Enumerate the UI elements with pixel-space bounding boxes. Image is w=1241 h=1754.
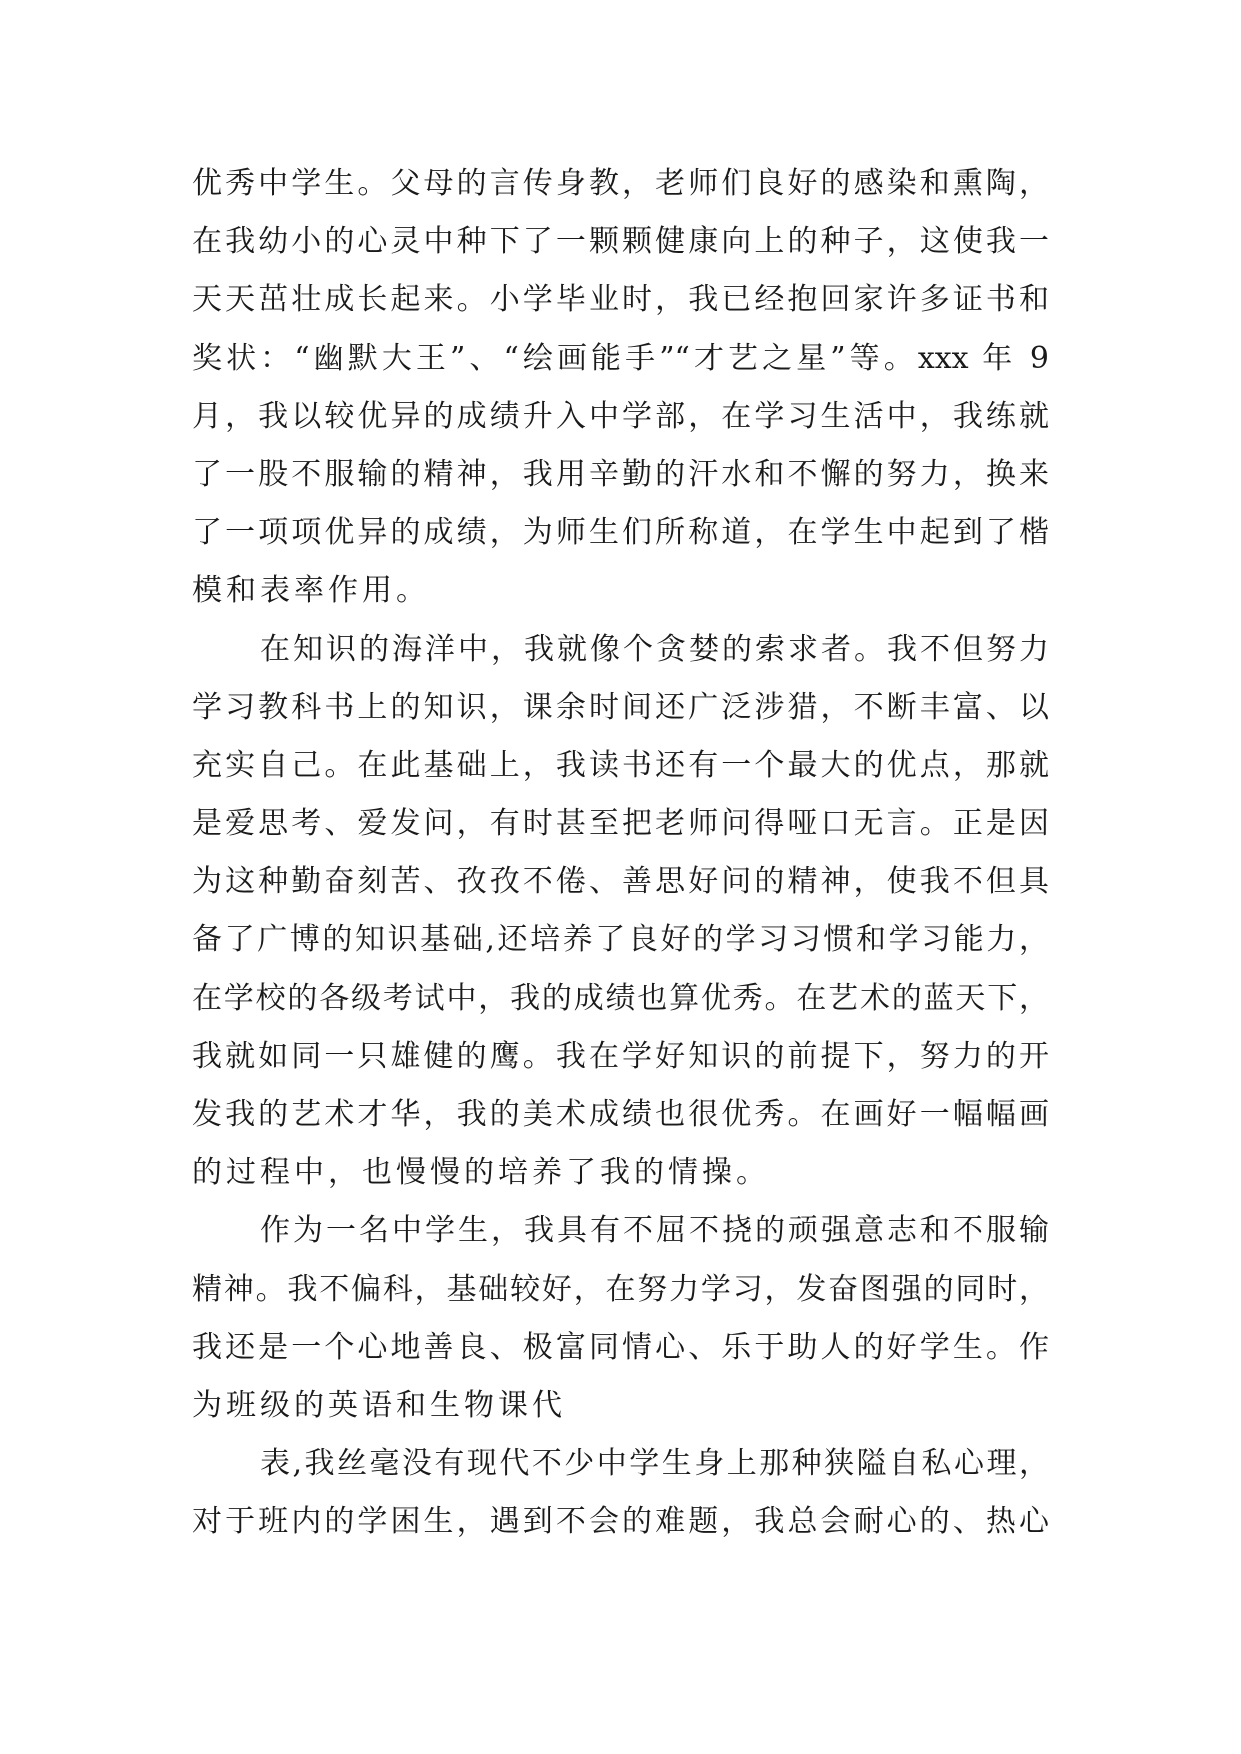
text-line: 我还是一个心地善良、极富同情心、乐于助人的好学生。作 <box>192 1329 1049 1365</box>
text-line: 在我幼小的心灵中种下了一颗颗健康向上的种子，这使我一 <box>192 224 1049 260</box>
text-line: 精神。我不偏科，基础较好，在努力学习，发奋图强的同时， <box>192 1271 1049 1307</box>
text-line: 模和表率作用。 <box>192 573 430 609</box>
text-line: 备了广博的知识基础,还培养了良好的学习习惯和学习能力， <box>192 922 1049 958</box>
text-line: 作为一名中学生，我具有不屈不挠的顽强意志和不服输 <box>260 1213 1049 1249</box>
body-text <box>192 163 1049 1560</box>
text-line: 奖状：“幽默大王”、“绘画能手”“才艺之星”等。xxx 年 9 <box>192 340 1049 376</box>
text-line: 了一股不服输的精神，我用辛勤的汗水和不懈的努力，换来 <box>192 456 1049 492</box>
text-line: 的过程中，也慢慢的培养了我的情操。 <box>192 1155 770 1191</box>
text-line: 为班级的英语和生物课代 <box>192 1387 566 1423</box>
text-line: 表,我丝毫没有现代不少中学生身上那种狭隘自私心理， <box>260 1446 1049 1482</box>
text-line: 是爱思考、爱发问，有时甚至把老师问得哑口无言。正是因 <box>192 806 1049 842</box>
text-line: 发我的艺术才华，我的美术成绩也很优秀。在画好一幅幅画 <box>192 1097 1049 1132</box>
text-line: 在知识的海洋中，我就像个贪婪的索求者。我不但努力 <box>260 631 1049 667</box>
text-line: 天天茁壮成长起来。小学毕业时，我已经抱回家许多证书和 <box>192 282 1049 318</box>
text-line: 在学校的各级考试中，我的成绩也算优秀。在艺术的蓝天下， <box>192 980 1049 1016</box>
text-line: 优秀中学生。父母的言传身教，老师们良好的感染和熏陶， <box>192 166 1049 201</box>
text-line: 我就如同一只雄健的鹰。我在学好知识的前提下，努力的开 <box>192 1038 1049 1074</box>
text-line: 了一项项优异的成绩，为师生们所称道，在学生中起到了楷 <box>192 515 1049 551</box>
text-line: 为这种勤奋刻苦、孜孜不倦、善思好问的精神，使我不但具 <box>192 864 1049 900</box>
text-line: 月，我以较优异的成绩升入中学部，在学习生活中，我练就 <box>192 398 1049 434</box>
text-line: 充实自己。在此基础上，我读书还有一个最大的优点，那就 <box>192 747 1049 783</box>
text-line: 对于班内的学困生，遇到不会的难题，我总会耐心的、热心 <box>192 1504 1049 1540</box>
text-line: 学习教科书上的知识，课余时间还广泛涉猎，不断丰富、以 <box>192 689 1049 725</box>
